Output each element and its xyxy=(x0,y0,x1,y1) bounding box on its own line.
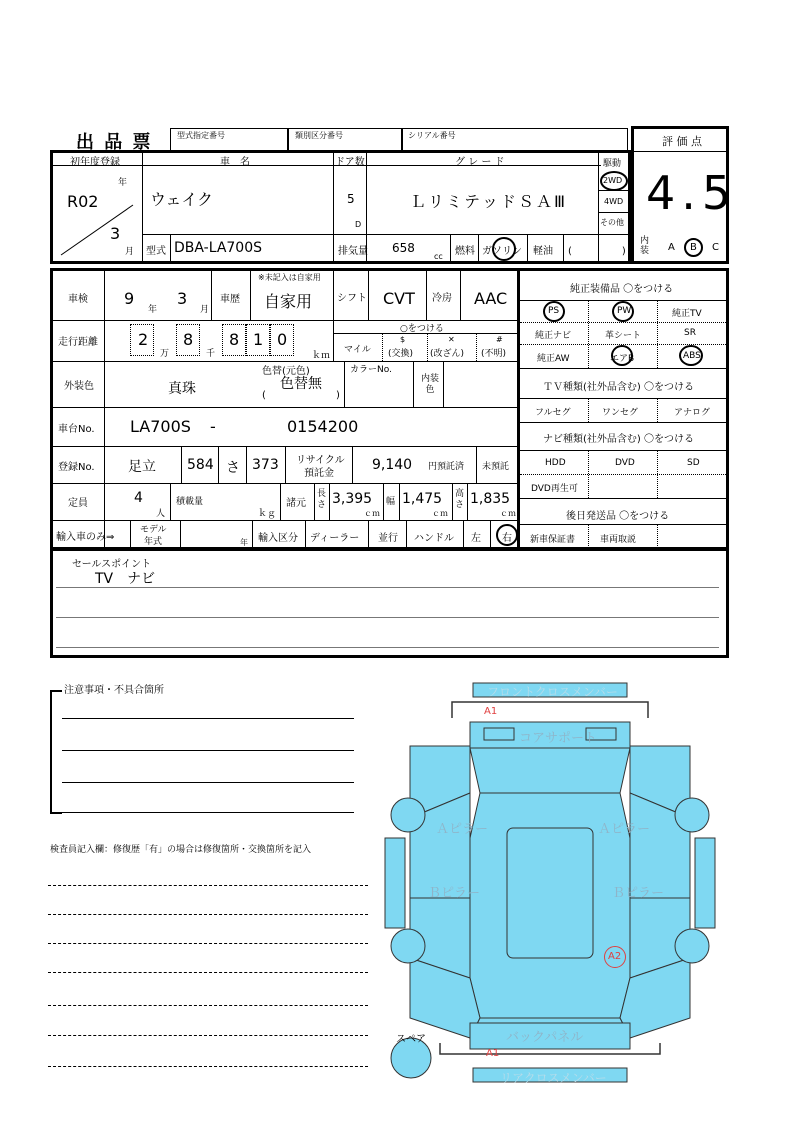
chassis-number: 0154200 xyxy=(287,417,359,436)
handle-left[interactable]: 左 xyxy=(471,533,481,544)
equip-airbag-circle xyxy=(611,345,633,366)
doors-value: 5 xyxy=(347,192,355,206)
chassis-dash: - xyxy=(210,417,216,436)
caution-label: 注意事項・不具合箇所 xyxy=(64,685,164,696)
core-support-label: コアサポート xyxy=(519,731,598,746)
length-label: 長さ xyxy=(317,489,327,510)
capacity-value: 4 xyxy=(134,490,143,506)
height-value: 1,835 xyxy=(470,491,511,507)
spare-label: スペア xyxy=(396,1034,426,1045)
history-label: 車歴 xyxy=(220,294,240,305)
equip-navi[interactable]: 純正ナビ xyxy=(535,331,572,341)
model-label: 型式 xyxy=(146,246,166,257)
hood xyxy=(470,748,630,793)
b-pillar-left-label: Ｂピラー xyxy=(428,886,481,901)
later-title: 後日発送品 〇をつける xyxy=(566,511,670,522)
inspection-month: 3 xyxy=(177,289,188,308)
displacement-unit: cc xyxy=(434,252,443,261)
load-label: 積載量 xyxy=(176,497,204,507)
plate-kana: さ xyxy=(226,460,240,476)
first-reg-year: R02 xyxy=(67,192,99,211)
model-designation-label: 型式指定番号 xyxy=(177,131,225,140)
repaint-paren-open: ( xyxy=(262,390,266,401)
mileage-digit-2: 8 xyxy=(183,330,194,349)
ac-label: 冷房 xyxy=(432,293,452,304)
rating-label: 評 価 点 xyxy=(662,135,702,148)
recycle-value: 9,140 xyxy=(372,457,413,473)
drive-2wd[interactable]: 2WD xyxy=(603,176,623,185)
plate-number: 373 xyxy=(252,457,279,473)
genuine-title: 純正装備品 〇をつける xyxy=(570,284,674,295)
inspector-label: 検査員記入欄：修復歴「有」の場合は修復箇所・交換箇所を記入 xyxy=(50,845,312,855)
equip-ps-circle xyxy=(543,301,565,322)
length-value: 3,395 xyxy=(332,491,373,507)
dims-label: 諸元 xyxy=(286,498,306,509)
ac-value: AAC xyxy=(474,289,508,308)
model-year-label-2: 年式 xyxy=(144,537,163,547)
repaint-label: 色替(元色) xyxy=(262,366,310,377)
left-rocker xyxy=(385,838,405,928)
page-title: 出 品 票 xyxy=(76,132,153,153)
navi-title: ナビ種類(社外品含む) 〇をつける xyxy=(543,434,694,445)
recycle-unpaid[interactable]: 未預託 xyxy=(482,462,510,472)
drive-4wd[interactable]: 4WD xyxy=(604,197,624,206)
navi-sd[interactable]: SD xyxy=(687,458,700,468)
selling-point-box xyxy=(50,548,729,658)
mark-a1-bottom[interactable]: A1 xyxy=(486,1048,500,1059)
drive-label: 駆動 xyxy=(603,159,622,169)
model-year-label-1: モデル xyxy=(140,525,167,535)
unknown-symbol: # xyxy=(496,335,503,344)
shift-value: CVT xyxy=(383,289,415,308)
mileage-tamper[interactable]: (改ざん) xyxy=(430,349,465,359)
mileage-unknown[interactable]: (不明) xyxy=(481,349,507,359)
mileage-mile[interactable]: マイル xyxy=(344,345,371,355)
mark-a2-circle xyxy=(604,946,626,968)
equip-pw[interactable]: PW xyxy=(617,306,632,316)
history-value: 自家用 xyxy=(264,292,313,311)
equip-pw-circle xyxy=(612,301,634,322)
load-unit: ｋｇ xyxy=(258,509,277,519)
grade-value: ＬリミテッドＳＡⅢ xyxy=(410,192,568,211)
selling-point-label: セールスポイント xyxy=(72,559,152,570)
import-label: 輸入車のみ⇒ xyxy=(56,532,115,543)
drive-other[interactable]: その他 xyxy=(600,218,624,227)
fuel-other-paren: ( ) xyxy=(568,246,626,257)
import-dealer[interactable]: ディーラー xyxy=(310,533,360,544)
model-year-unit: 年 xyxy=(240,538,248,547)
recycle-yen[interactable]: 円預託済 xyxy=(428,462,465,472)
rating-value: 4.5 xyxy=(646,166,738,220)
handle-right[interactable]: 右 xyxy=(502,533,512,544)
tv-title: ＴＶ種類(社外品含む) 〇をつける xyxy=(543,382,694,393)
grade-label: グ レ ー ド xyxy=(455,157,505,168)
handle-right-circle xyxy=(496,524,518,546)
selling-point-value: TV ナビ xyxy=(95,571,156,587)
history-note: ※未記入は自家用 xyxy=(258,273,321,282)
dvd-play[interactable]: DVD再生可 xyxy=(531,484,578,494)
displacement-value: 658 xyxy=(392,241,415,255)
vehicle-name: ウェイク xyxy=(150,190,214,209)
exchange-symbol: $ xyxy=(400,335,406,344)
recycle-label-2: 預託金 xyxy=(304,468,334,479)
interior-c[interactable]: C xyxy=(712,242,719,253)
fuel-circle xyxy=(492,237,516,261)
caution-bracket xyxy=(50,690,62,814)
equip-abs[interactable]: ABS xyxy=(683,351,701,361)
wheel-rear-right xyxy=(675,929,709,963)
capacity-label: 定員 xyxy=(68,498,88,509)
width-unit: ｃｍ xyxy=(432,509,448,518)
later-manual[interactable]: 車両取説 xyxy=(600,535,637,545)
drive-2wd-circle xyxy=(600,171,628,191)
month-unit: 月 xyxy=(125,247,135,257)
height-label: 高さ xyxy=(455,489,465,510)
recycle-label-1: リサイクル xyxy=(296,455,345,466)
equip-tv[interactable]: 純正TV xyxy=(672,309,702,319)
model-value: DBA-LA700S xyxy=(174,240,263,256)
shift-label: シフト xyxy=(337,293,367,304)
inspection-month-unit: 月 xyxy=(200,305,210,315)
front-cross-label: フロントクロスメンバー xyxy=(487,685,618,699)
mark-a1-top[interactable]: A1 xyxy=(484,706,498,717)
equip-sr[interactable]: SR xyxy=(684,328,696,338)
equip-airbag[interactable]: エアB xyxy=(610,354,635,364)
equip-leather[interactable]: 革シート xyxy=(605,331,642,341)
tamper-symbol: ✕ xyxy=(448,335,455,344)
color-no-label: カラーNo. xyxy=(350,365,392,375)
inspection-label: 車検 xyxy=(68,294,88,305)
length-unit: ｃｍ xyxy=(364,509,380,518)
serial-label: シリアル番号 xyxy=(408,131,456,140)
displacement-label: 排気量 xyxy=(338,246,368,257)
repaint-paren-close: ) xyxy=(336,390,340,401)
interior-b[interactable]: B xyxy=(690,242,697,253)
roof xyxy=(507,828,593,958)
height-unit: ｃｍ xyxy=(500,509,516,518)
right-rocker xyxy=(695,838,715,928)
mileage-digit-1: 2 xyxy=(138,330,149,349)
inspection-year: 9 xyxy=(124,289,135,308)
exterior-color-value: 真珠 xyxy=(168,381,196,397)
fuel-gasoline[interactable]: ガソリン xyxy=(482,246,522,257)
mileage-digit-5: 0 xyxy=(277,330,288,349)
mileage-km-unit: ｋｍ xyxy=(312,351,331,361)
tv-fullseg[interactable]: フルセグ xyxy=(535,408,571,418)
chassis-label: 車台No. xyxy=(58,424,95,435)
interior-b-circle xyxy=(684,238,703,257)
wheel-rear-left xyxy=(391,929,425,963)
mileage-man-unit: 万 xyxy=(160,349,170,359)
year-unit: 年 xyxy=(118,178,128,188)
mileage-circle-note: ○をつける xyxy=(400,324,444,334)
tv-analog[interactable]: アナログ xyxy=(674,408,711,418)
a-pillar-right-label: Ａピラー xyxy=(598,822,651,837)
first-reg-month: 3 xyxy=(110,224,121,243)
fuel-light-oil[interactable]: 軽油 xyxy=(533,246,553,257)
interior-color-label: 内装色 xyxy=(420,374,439,395)
mileage-sen-unit: 千 xyxy=(206,349,216,359)
chassis-prefix: LA700S xyxy=(130,417,191,436)
handle-label: ハンドル xyxy=(414,533,454,544)
exterior-color-label: 外装色 xyxy=(64,381,94,392)
equip-ps[interactable]: PS xyxy=(548,306,560,316)
interior-label: 内装 xyxy=(640,236,650,256)
mileage-exchange[interactable]: (交換) xyxy=(388,349,414,359)
rear-cross-label: リアクロスメンバー xyxy=(500,1071,607,1085)
b-pillar-right-label: Ｂピラー xyxy=(612,886,665,901)
tv-oneseg[interactable]: ワンセグ xyxy=(602,408,639,418)
later-warranty[interactable]: 新車保証書 xyxy=(530,535,576,545)
equip-abs-circle xyxy=(679,345,703,366)
mileage-label: 走行距離 xyxy=(58,337,98,348)
plate-label: 登録No. xyxy=(58,462,95,473)
back-panel-label: バックパネル xyxy=(506,1030,584,1045)
mileage-digit-3: 8 xyxy=(229,330,240,349)
navi-hdd[interactable]: HDD xyxy=(545,458,566,468)
plate-class: 584 xyxy=(187,457,214,473)
equip-aw[interactable]: 純正AW xyxy=(537,354,570,364)
fuel-label: 燃料 xyxy=(455,246,475,257)
rating-divider xyxy=(634,151,726,152)
doors-label: ドア数 xyxy=(335,157,365,168)
import-parallel[interactable]: 並行 xyxy=(378,533,398,544)
width-value: 1,475 xyxy=(402,491,443,507)
a-pillar-left-label: Ａピラー xyxy=(436,822,489,837)
inspection-year-unit: 年 xyxy=(148,305,158,315)
vehicle-name-label: 車 名 xyxy=(220,157,250,168)
mark-a2[interactable]: A2 xyxy=(608,951,622,962)
wheel-front-left xyxy=(391,798,425,832)
first-reg-label: 初年度登録 xyxy=(70,157,120,168)
capacity-unit: 人 xyxy=(156,509,166,519)
plate-region: 足立 xyxy=(128,459,156,475)
import-type-label: 輸入区分 xyxy=(258,533,298,544)
repaint-value: 色替無 xyxy=(280,376,322,392)
navi-dvd[interactable]: DVD xyxy=(615,458,635,468)
wheel-front-right xyxy=(675,798,709,832)
width-label: 幅 xyxy=(386,497,396,507)
class-number-label: 類別区分番号 xyxy=(295,131,343,140)
interior-a[interactable]: A xyxy=(668,242,675,253)
doors-unit: D xyxy=(355,220,362,229)
mileage-digit-4: 1 xyxy=(253,330,264,349)
